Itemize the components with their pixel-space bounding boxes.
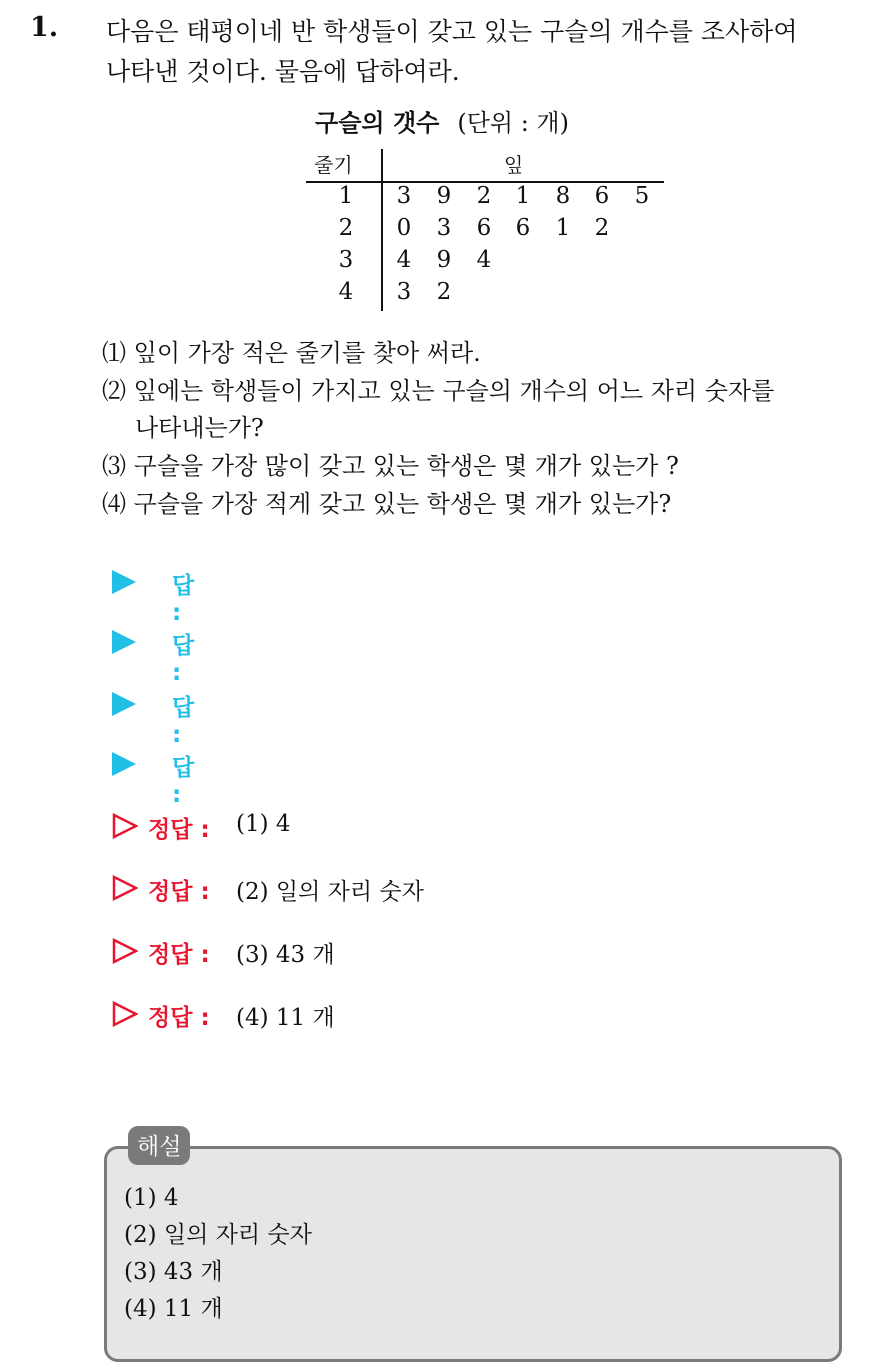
play-triangle-icon (112, 570, 136, 594)
explanation-line: (4) 11 개 (124, 1296, 223, 1322)
leaf-value: 1 (515, 183, 531, 209)
explanation-line: (1) 4 (124, 1185, 179, 1211)
answer-label: 답 : (172, 755, 195, 808)
leaf-value: 6 (594, 183, 610, 209)
answer-label: 답 : (172, 695, 195, 748)
sub-question-2-continued: 나타내는가? (135, 414, 264, 442)
leaf-value: 3 (396, 183, 412, 209)
outline-triangle-icon (112, 1001, 138, 1027)
leaf-value: 3 (436, 215, 452, 241)
explanation-tag: 해설 (128, 1126, 190, 1165)
leaf-value: 9 (436, 183, 452, 209)
solution-text: (3) 43 개 (236, 942, 335, 968)
solution-label: 정답 : (148, 1005, 210, 1031)
question-stem-line-2: 나타낸 것이다. 물음에 답하여라. (106, 57, 460, 86)
question-stem (106, 12, 876, 92)
leaf-value: 4 (396, 247, 412, 273)
table-title-text: 구슬의 갯수 (315, 109, 440, 137)
answer-label: 답 : (172, 633, 195, 686)
stem-value: 4 (338, 279, 354, 305)
sub-question-2: ⑵ 잎에는 학생들이 가지고 있는 구슬의 개수의 어느 자리 숫자를 (102, 377, 775, 405)
outline-triangle-icon (112, 875, 138, 901)
solution-label: 정답 : (148, 879, 210, 905)
outline-triangle-icon (112, 813, 138, 839)
solution-text: (2) 일의 자리 숫자 (236, 879, 424, 905)
solution-text: (4) 11 개 (236, 1005, 335, 1031)
stem-header: 줄기 (314, 153, 353, 177)
leaf-value: 1 (555, 215, 571, 241)
solution-label: 정답 : (148, 817, 210, 843)
stem-value: 1 (338, 183, 354, 209)
play-triangle-icon (112, 752, 136, 776)
sub-question-3: ⑶ 구슬을 가장 많이 갖고 있는 학생은 몇 개가 있는가 ? (102, 452, 679, 480)
solution-label: 정답 : (148, 942, 210, 968)
leaf-value: 2 (476, 183, 492, 209)
play-triangle-icon (112, 692, 136, 716)
stem-leaf-plot (306, 147, 666, 317)
stem-value: 2 (338, 215, 354, 241)
leaf-value: 5 (634, 183, 650, 209)
leaf-value: 0 (396, 215, 412, 241)
play-triangle-icon (112, 630, 136, 654)
leaf-value: 6 (515, 215, 531, 241)
stem-value: 3 (338, 247, 354, 273)
leaf-value: 4 (476, 247, 492, 273)
leaf-value: 6 (476, 215, 492, 241)
leaf-value: 3 (396, 279, 412, 305)
leaf-value: 2 (594, 215, 610, 241)
question-stem-line-1: 다음은 태평이네 반 학생들이 갖고 있는 구슬의 개수를 조사하여 (106, 17, 798, 46)
explanation-line: (2) 일의 자리 숫자 (124, 1222, 312, 1248)
leaf-value: 9 (436, 247, 452, 273)
question-number: 1. (30, 12, 59, 43)
leaf-value: 8 (555, 183, 571, 209)
leaf-header: 잎 (504, 153, 524, 177)
explanation-line: (3) 43 개 (124, 1259, 223, 1285)
plot-divider-vertical (381, 149, 383, 311)
table-title (0, 103, 884, 138)
table-unit: (단위 : 개) (457, 109, 569, 137)
leaf-value: 2 (436, 279, 452, 305)
answer-label: 답 : (172, 573, 195, 626)
solution-text: (1) 4 (236, 811, 291, 837)
sub-question-1: ⑴ 잎이 가장 적은 줄기를 찾아 써라. (102, 339, 481, 367)
outline-triangle-icon (112, 938, 138, 964)
sub-question-4: ⑷ 구슬을 가장 적게 갖고 있는 학생은 몇 개가 있는가? (102, 490, 672, 518)
